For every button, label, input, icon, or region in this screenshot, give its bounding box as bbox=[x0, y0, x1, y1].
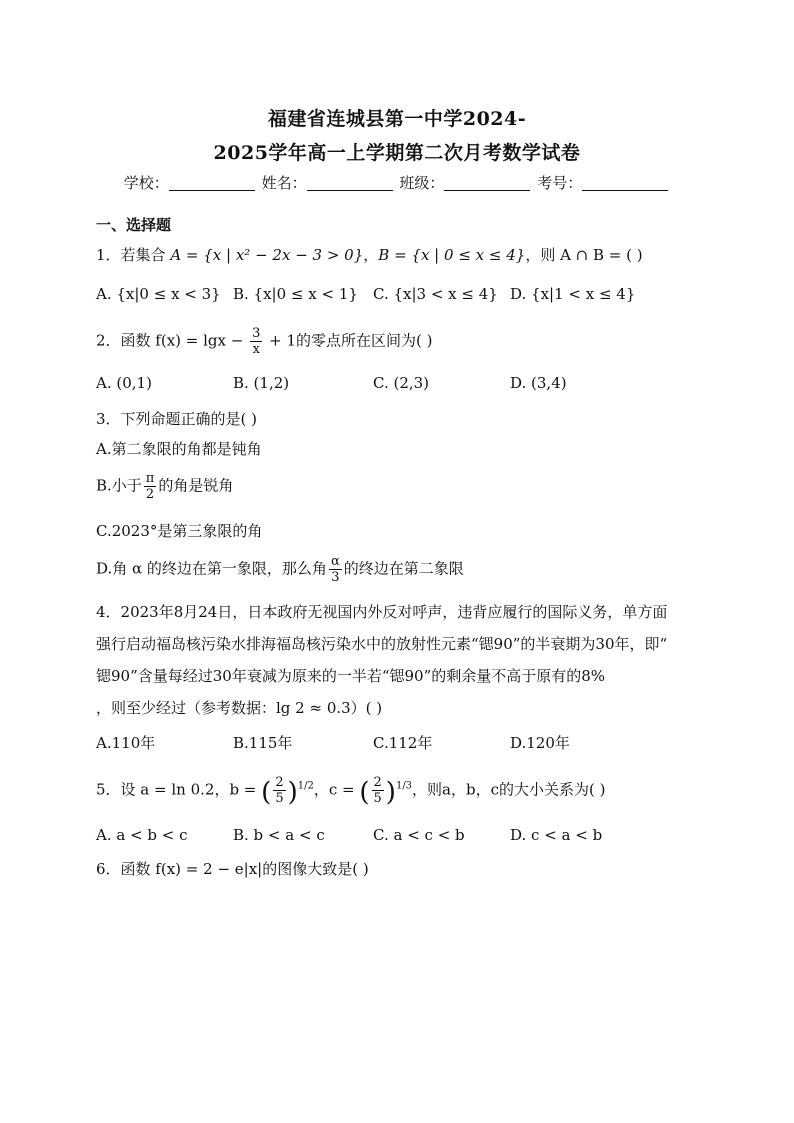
student-info-row bbox=[0, 172, 794, 193]
q4-option-d[interactable]: D.120年 bbox=[510, 734, 570, 752]
q5-option-c[interactable]: C. a < c < b bbox=[373, 826, 465, 844]
q5-b-exponent: 1/2 bbox=[297, 780, 314, 792]
number-label: 考号： bbox=[537, 174, 583, 192]
q5-option-a[interactable]: A. a < b < c bbox=[96, 826, 188, 844]
section-heading: 一、选择题 bbox=[96, 216, 172, 234]
q3-option-c[interactable]: C.2023°是第三象限的角 bbox=[96, 522, 263, 540]
q1-option-b[interactable]: B. {x|0 ≤ x < 1} bbox=[233, 285, 358, 303]
exam-title-line2: 2025学年高一上学期第二次月考数学试卷 bbox=[213, 142, 581, 164]
q3-option-d[interactable]: D.角 α 的终边在第一象限，那么角 $\frac{\alpha}{3}$ 的终边在第二象限 bbox=[96, 554, 464, 585]
q2-option-b[interactable]: B. (1,2) bbox=[233, 374, 290, 392]
q3d-fraction: $\frac{\alpha}{3}$ bbox=[330, 554, 340, 585]
q4-line3: 锶90”含量每经过30年衰减为原来的一半若“锶90”的剩余量不高于原有的8% bbox=[96, 667, 606, 685]
name-label: 姓名： bbox=[261, 174, 307, 192]
question-4-stem bbox=[96, 596, 696, 724]
q4-option-c[interactable]: C.112年 bbox=[373, 734, 433, 752]
q3-option-b[interactable]: B.小于 $\frac{\pi}{2}$ 的角是锐角 bbox=[96, 471, 234, 502]
q5-option-b[interactable]: B. b < a < c bbox=[233, 826, 325, 844]
school-label: 学校： bbox=[123, 174, 169, 192]
q4-line1: 4．2023年8月24日，日本政府无视国内外反对呼声，违背应履行的国际义务，单方面 bbox=[96, 603, 668, 621]
question-2-stem: 2．函数 f(x) = lgx − $\frac{3}{x}$ + 1的零点所在区间为( ) bbox=[96, 326, 433, 357]
q1-option-d[interactable]: D. {x|1 < x ≤ 4} bbox=[510, 285, 636, 303]
number-blank[interactable] bbox=[582, 175, 668, 191]
q5-c-exponent: 1/3 bbox=[395, 780, 413, 792]
q2-option-c[interactable]: C. (2,3) bbox=[373, 374, 430, 392]
q2-fraction: $\frac{3}{x}$ bbox=[252, 326, 261, 357]
q4-option-b[interactable]: B.115年 bbox=[233, 734, 293, 752]
question-1-stem: 1．若集合 A = {x | x² − 2x − 3 > 0}，B = {x | 0 ≤ x ≤ 4}，则 A ∩ B = ( ) bbox=[96, 246, 643, 264]
q4-line2: 强行启动福岛核污染水排海福岛核污染水中的放射性元素“锶90”的半衰期为30年，即“ bbox=[96, 635, 668, 653]
q4-option-a[interactable]: A.110年 bbox=[96, 734, 156, 752]
question-3-stem: 3．下列命题正确的是( ) bbox=[96, 410, 258, 428]
exam-title-line1: 福建省连城县第一中学2024- bbox=[267, 108, 527, 130]
set-a: A = {x | x² − 2x − 3 > 0} bbox=[170, 246, 364, 264]
q5-b-fraction: $\frac{2}{5}$ bbox=[275, 775, 284, 806]
q2-option-d[interactable]: D. (3,4) bbox=[510, 374, 567, 392]
question-5-stem: 5．设 a = ln 0.2，b = ( $\frac{2}{5}$ )$^{1/2}$，c = ( $\frac{2}{5}$ )$^{1/3}$，则a，b，c的大小关系为( ) bbox=[96, 775, 606, 808]
q4-line4: ，则至少经过（参考数据：lg 2 ≈ 0.3）( ) bbox=[96, 699, 383, 717]
class-label: 班级： bbox=[399, 174, 445, 192]
q2-option-a[interactable]: A. (0,1) bbox=[96, 374, 152, 392]
q3-option-a[interactable]: A.第二象限的角都是钝角 bbox=[96, 440, 262, 458]
q5-c-fraction: $\frac{2}{5}$ bbox=[373, 775, 382, 806]
name-blank[interactable] bbox=[307, 175, 393, 191]
q1-option-c[interactable]: C. {x|3 < x ≤ 4} bbox=[373, 285, 498, 303]
q3b-fraction: $\frac{\pi}{2}$ bbox=[145, 471, 155, 502]
question-6-stem: 6．函数 f(x) = 2 − e|x|的图像大致是( ) bbox=[96, 860, 369, 878]
class-blank[interactable] bbox=[444, 175, 530, 191]
set-b: B = {x | 0 ≤ x ≤ 4} bbox=[378, 246, 526, 264]
q1-option-a[interactable]: A. {x|0 ≤ x < 3} bbox=[96, 285, 221, 303]
q5-option-d[interactable]: D. c < a < b bbox=[510, 826, 603, 844]
school-blank[interactable] bbox=[169, 175, 255, 191]
